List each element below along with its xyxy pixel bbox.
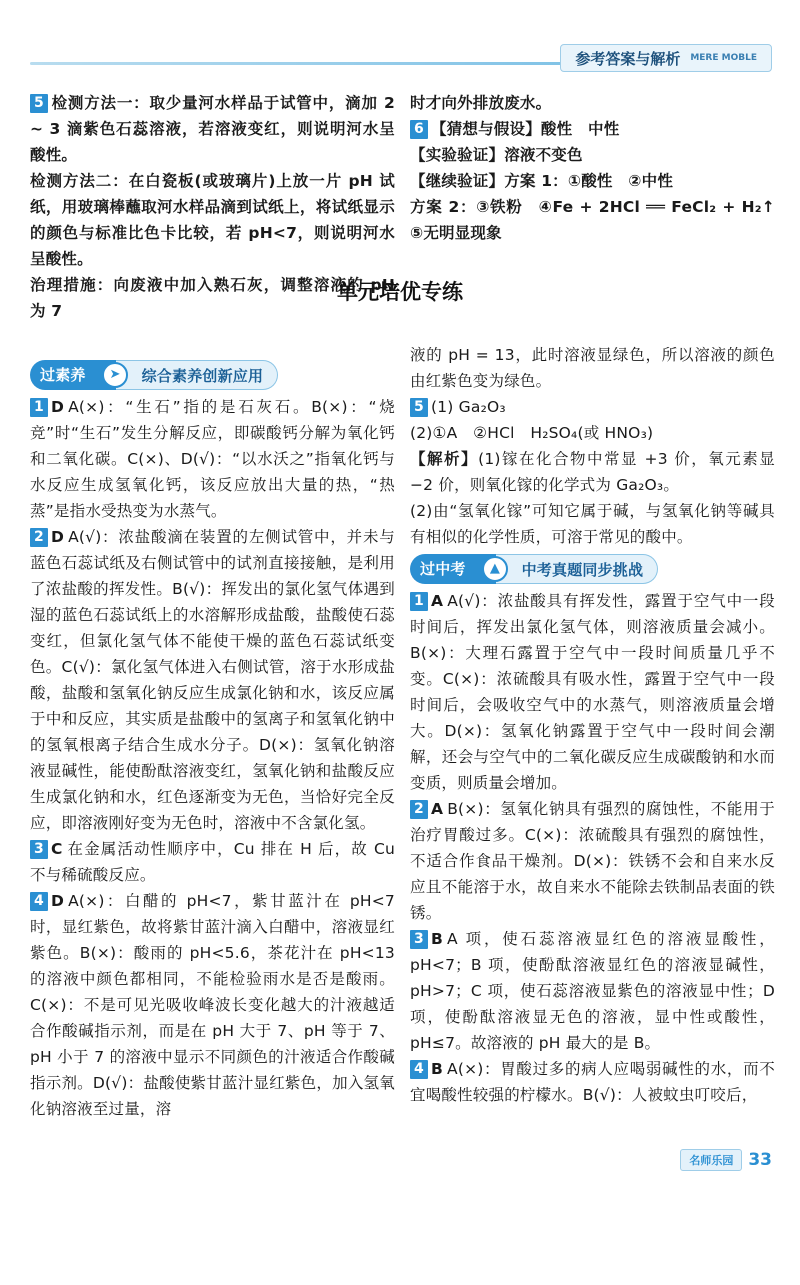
question-3: 3 C 在金属活动性顺序中，Cu 排在 H 后，故 Cu 不与稀硫酸反应。 — [30, 840, 395, 884]
answer-letter: A — [431, 592, 444, 610]
page-footer — [680, 1148, 772, 1172]
answer-6-plan2: 方案 2：③铁粉 ④Fe + 2HCl ══ FeCl₂ + H₂↑ ⑤无明显现象 — [410, 198, 791, 242]
answer-5-method1: 5 检测方法一：取少量河水样品于试管中，滴加 2 ~ 3 滴紫色石蕊溶液，若溶液变红，则说明河水呈酸性。 — [30, 94, 395, 164]
question-5-line2: (2)①A ②HCl H₂SO₄(或 HNO₃) — [410, 424, 654, 442]
question-1: 1 D A(×)：“生石”指的是石灰石。B(×)：“烧竞”时“生石”发生分解反应，即碳酸钙分解为氧化钙和二氧化碳。C(×)、D(√)：“以水沃之”指氧化钙与水反应生成氢氧化钙，该反应放出大量的热，“热蒸”是指水受热变为水蒸气。 — [30, 398, 395, 520]
section-title: 单元培优专练 — [337, 280, 463, 304]
answer-letter: B — [431, 1060, 444, 1078]
question-number-badge: 5 — [30, 94, 48, 113]
question-number-badge: 1 — [410, 592, 428, 611]
answer-6-hypothesis: 6 【猜想与假设】酸性 中性 — [410, 116, 775, 142]
question-number-badge: 3 — [410, 930, 428, 949]
question-number-badge: 1 — [30, 398, 48, 417]
answer-letter: A — [431, 800, 444, 818]
page-number: 33 — [748, 1150, 772, 1170]
left-column — [30, 362, 395, 1122]
answer-letter: D — [51, 528, 65, 546]
answer-5-treatment: 治理措施：向废液中加入熟石灰，调整溶液的 pH 为 7 — [30, 276, 395, 320]
question-number-badge: 2 — [410, 800, 428, 819]
answer-letter: C — [51, 840, 63, 858]
exam-question-4: 4 B A(×)：胃酸过多的病人应喝弱碱性的水，而不宜喝酸性较强的柠檬水。B(√)：人被蚊虫叮咬后， — [410, 1060, 775, 1104]
banner-literacy-title: 综合素养创新应用 — [116, 360, 279, 390]
exam-question-1: 1 A A(√)：浓盐酸具有挥发性，露置于空气中一段时间后，挥发出氯化氢气体，则溶液质量会减小。B(×)：大理石露置于空气中一段时间质量几乎不变。C(×)：浓硫酸具有吸水性，露置于空气中一段时间后，会吸收空气中的水蒸气，则溶液质量会增大。D(×)：氢氧化钠露置于空气中一段时间会潮解，还会与空气中的二氧化碳反应生成碳酸钠和水而变质，则质量会增加。 — [410, 592, 775, 792]
paper-plane-icon: ➤ — [102, 362, 128, 388]
banner-exam — [410, 554, 658, 584]
banner-exam-label: 过中考 — [410, 554, 496, 584]
header-logo: MERE MOBLE — [690, 53, 757, 63]
banner-literacy-label: 过素养 — [30, 360, 116, 390]
question-number-badge: 6 — [410, 120, 428, 139]
banner-exam-title: 中考真题同步挑战 — [496, 554, 659, 584]
question-number-badge: 5 — [410, 398, 428, 417]
answer-6-verify: 【实验验证】溶液不变色 — [410, 146, 583, 164]
exam-question-2: 2 A B(×)：氢氧化钠具有强烈的腐蚀性，不能用于治疗胃酸过多。C(×)：浓硫酸具有强烈的腐蚀性，不适合作食品干燥剂。D(×)：铁锈不会和自来水反应且不能溶于水，故自来水不能除去铁制品表面的铁锈。 — [410, 800, 775, 922]
footer-brand: 名师乐园 — [680, 1149, 742, 1171]
answer-5-method2: 检测方法二：在白瓷板(或玻璃片)上放一片 pH 试纸，用玻璃棒蘸取河水样品滴到试纸上，将试纸显示的颜色与标准比色卡比较，若 pH<7，则说明河水呈酸性。 — [30, 172, 395, 268]
answer-6-continue: 【继续验证】方案 1：①酸性 ②中性 — [410, 172, 674, 190]
page-header — [0, 0, 800, 80]
top-right-column — [410, 90, 791, 246]
exam-question-3: 3 B A 项，使石蕊溶液显红色的溶液显酸性，pH<7；B 项，使酚酞溶液显红色的溶液显碱性，pH>7；C 项，使石蕊溶液显紫色的溶液显中性；D 项，使酚酞溶液显无色的溶液，显中性或酸性，pH≤7。故溶液的 pH 最大的是 B。 — [410, 930, 775, 1052]
question-2: 2 D A(√)：浓盐酸滴在装置的左侧试管中，并未与蓝色石蕊试纸及右侧试管中的试剂直接接触，是利用了浓盐酸的挥发性。B(√)：挥发出的氯化氢气体遇到湿的蓝色石蕊试纸上的水溶解形成盐酸，盐酸使石蕊变红，但氯化氢气体不能使干燥的蓝色石蕊试纸变色。C(√)：氯化氢气体进入右侧试管，溶于水形成盐酸，盐酸和氢氧化钠反应生成氯化钠和水，该反应属于中和反应，其实质是盐酸中的氢离子和氢氧化钠中的氢氧根离子结合生成水分子。D(×)：氢氧化钠溶液显碱性，能使酚酞溶液变红，氢氧化钠和盐酸反应生成氯化钠和水，红色逐渐变为无色，当恰好完全反应，即溶液刚好变为无色时，溶液中不含氯化氢。 — [30, 528, 395, 832]
banner-literacy — [30, 360, 278, 390]
analysis-label: 【解析】 — [410, 450, 479, 468]
header-tab — [560, 44, 772, 72]
question-5-analysis: 【解析】(1)镓在化合物中常显 +3 价，氧元素显 −2 价，则氧化镓的化学式为 Ga₂O₃。 — [410, 450, 775, 494]
question-5-line1: 5 (1) Ga₂O₃ — [410, 394, 775, 420]
question-4-continued: 液的 pH = 13，此时溶液显绿色，所以溶液的颜色由红紫色变为绿色。 — [410, 346, 775, 390]
question-number-badge: 2 — [30, 528, 48, 547]
right-column — [410, 342, 775, 1108]
answer-letter: B — [431, 930, 444, 948]
answer-letter: D — [51, 892, 65, 910]
header-tab-label: 参考答案与解析 — [575, 49, 681, 68]
question-5-analysis2: (2)由“氢氧化镓”可知它属于碱，与氢氧化钠等碱具有相似的化学性质，可溶于常见的酸中。 — [410, 502, 775, 546]
answer-5-continued: 时才向外排放废水。 — [410, 94, 552, 112]
graduation-cap-icon: ▲ — [482, 556, 508, 582]
question-number-badge: 4 — [30, 892, 48, 911]
question-4: 4 D A(×)：白醋的 pH<7，紫甘蓝汁在 pH<7 时，显红紫色，故将紫甘蓝汁滴入白醋中，溶液显红紫色。B(×)：酸雨的 pH<5.6，茶花汁在 pH<13 的溶液中颜色都相同，不能检验雨水是否是酸雨。C(×)：不是可见光吸收峰波长变化越大的汁液越适合作酸碱指示剂，而是在 pH 大于 7、pH 等于 7、pH 小于 7 的溶液中显示不同颜色的汁液适合作酸碱指示剂。D(√)：盐酸使紫甘蓝汁显红紫色，加入氢氧化钠溶液至过量，溶 — [30, 892, 395, 1118]
question-number-badge: 4 — [410, 1060, 428, 1079]
answer-letter: D — [51, 398, 65, 416]
question-number-badge: 3 — [30, 840, 48, 859]
